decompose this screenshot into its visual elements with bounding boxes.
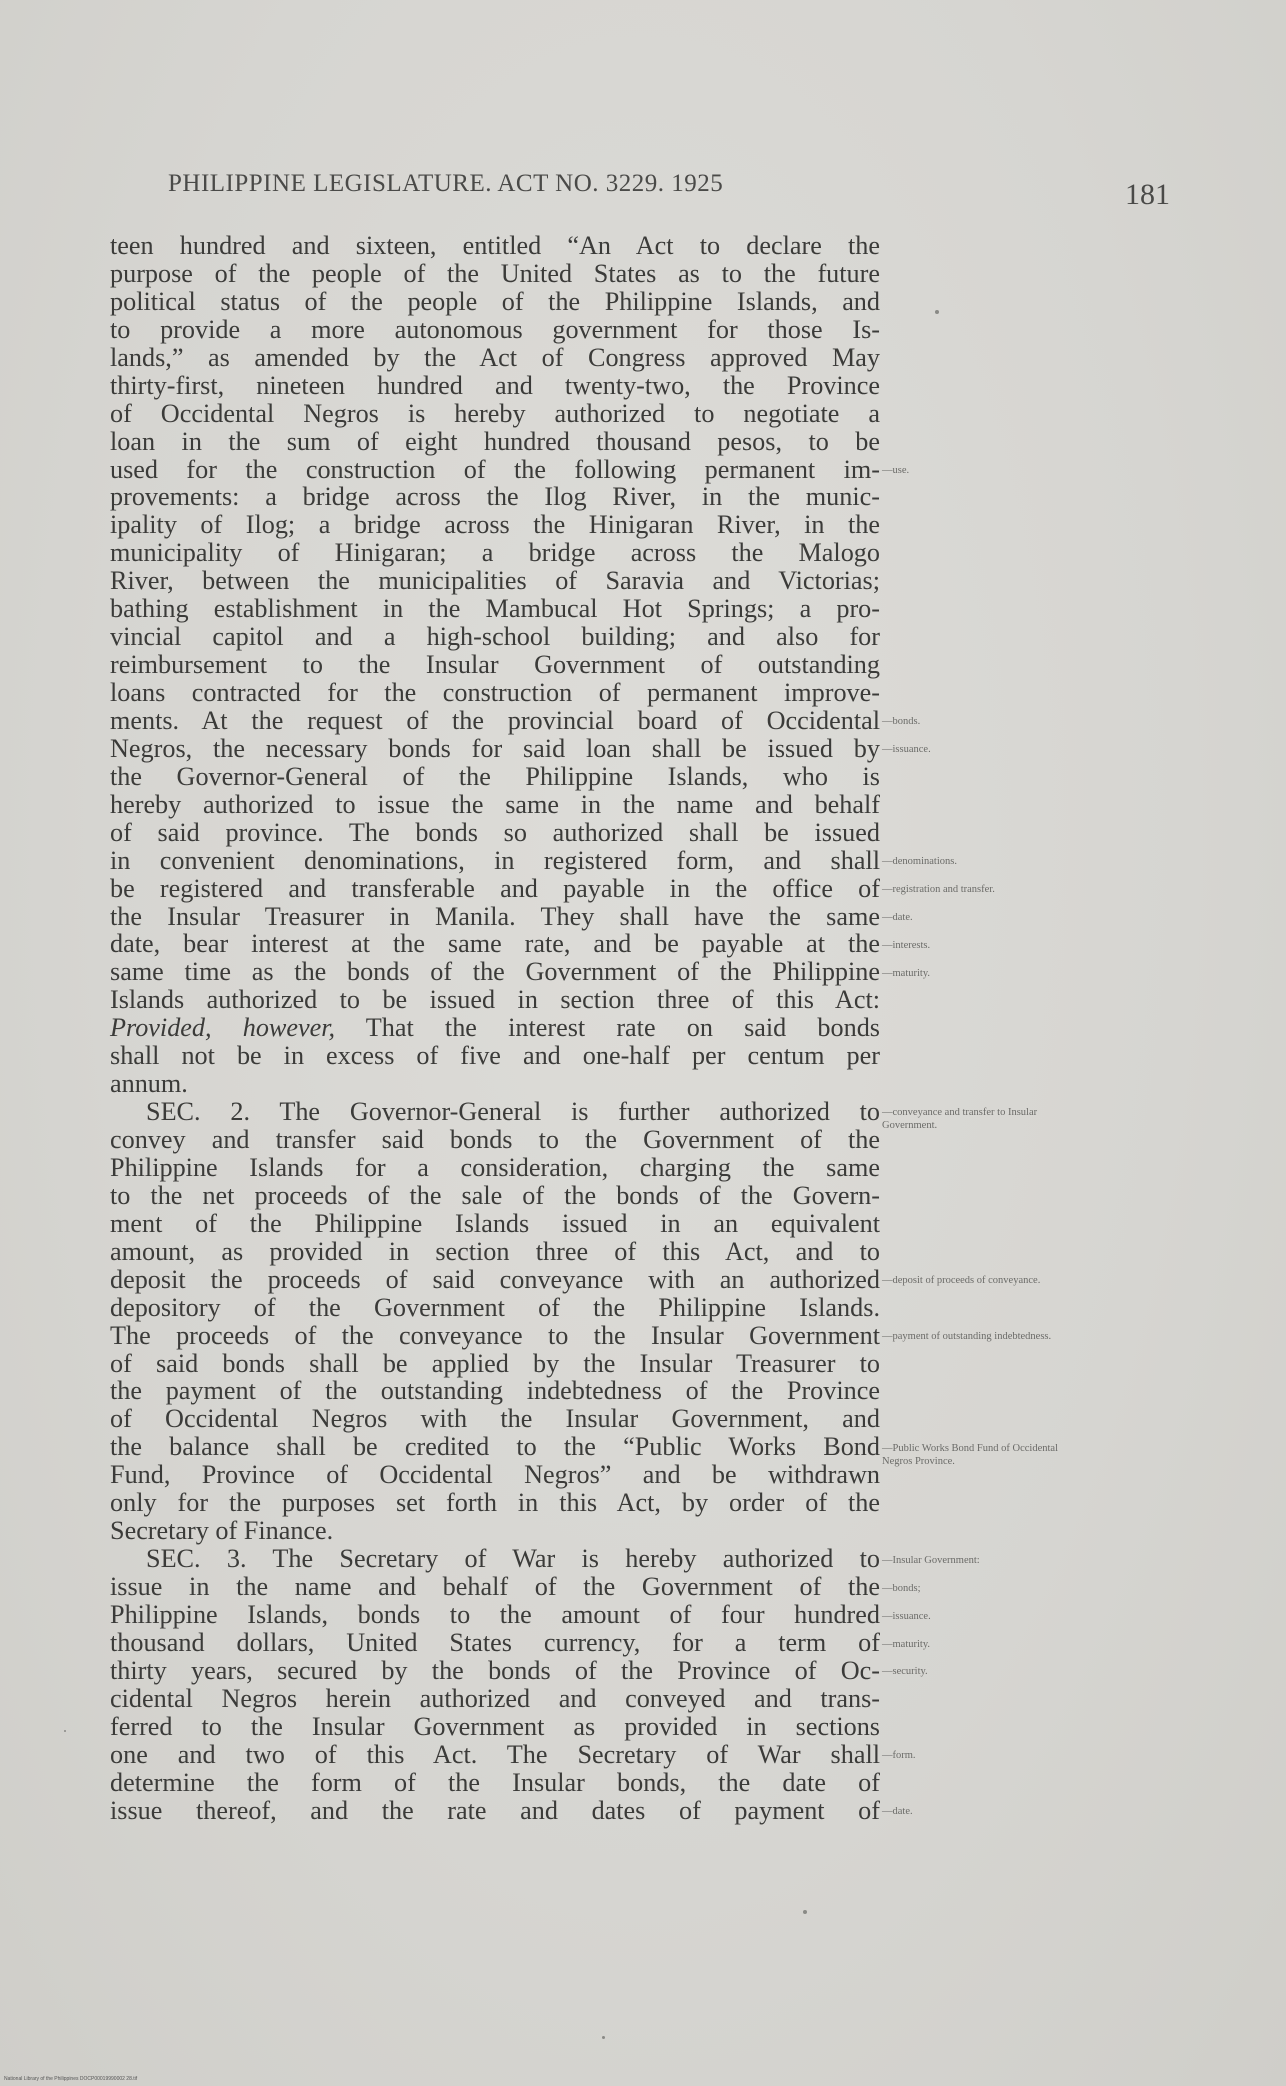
margin-note: —bonds;	[882, 1582, 921, 1594]
text-line: annum.	[110, 1069, 188, 1099]
text-line: one and two of this Act. The Secretary of War shall	[110, 1739, 880, 1769]
text-line: vincial capitol and a high-school building; and also for	[110, 622, 880, 652]
text-line: determine the form of the Insular bonds, the date of	[110, 1767, 880, 1797]
text-line: deposit the proceeds of said conveyance with an authorized	[110, 1264, 880, 1294]
margin-note: —date.	[882, 911, 913, 923]
text-line: loan in the sum of eight hundred thousand pesos, to be	[110, 426, 880, 456]
page-number: 181	[1125, 178, 1170, 211]
text-line: thirty-first, nineteen hundred and twenty-two, the Province	[110, 370, 880, 400]
paper-speck	[935, 310, 939, 314]
margin-note: —date.	[882, 1806, 913, 1818]
text-line: of Occidental Negros with the Insular Government, and	[110, 1404, 880, 1434]
text-line: hereby authorized to issue the same in the name and behalf	[110, 789, 880, 819]
paper-speck	[803, 1910, 807, 1914]
margin-note: —payment of outstanding indebtedness.	[882, 1331, 1052, 1343]
text-line: Philippine Islands for a consideration, charging the same	[110, 1152, 880, 1182]
text-line: bathing establishment in the Mambucal Hot Springs; a pro-	[110, 594, 880, 624]
text-line: reimbursement to the Insular Government of outstanding	[110, 650, 880, 680]
text-line: issue thereof, and the rate and dates of payment of	[110, 1795, 880, 1825]
text-line: of said province. The bonds so authorized shall be issued	[110, 817, 880, 847]
margin-note: —Insular Government:	[882, 1554, 980, 1566]
text-line: convey and transfer said bonds to the Government of the	[110, 1125, 880, 1154]
margin-note: —denominations.	[882, 855, 957, 867]
margin-note: —issuance.	[882, 1610, 931, 1622]
text-line: of said bonds shall be applied by the Insular Treasurer to	[110, 1348, 880, 1378]
text-line: Provided, however, That the interest rate on said bonds	[110, 1013, 880, 1043]
body-text	[110, 232, 880, 1824]
text-line: amount, as provided in section three of this Act, and to	[110, 1236, 880, 1266]
running-header: PHILIPPINE LEGISLATURE. ACT NO. 3229. 1925	[168, 170, 724, 197]
text-line: the Insular Treasurer in Manila. They shall have the same	[110, 901, 880, 931]
text-line: used for the construction of the following permanent im-	[110, 454, 880, 484]
margin-note: —deposit of proceeds of conveyance.	[882, 1275, 1041, 1287]
text-line: ment of the Philippine Islands issued in an equivalent	[110, 1208, 880, 1238]
margin-note: —maturity.	[882, 967, 931, 979]
margin-note: —maturity.	[882, 1638, 931, 1650]
text-line: ferred to the Insular Government as provided in sections	[110, 1711, 880, 1741]
text-line: of Occidental Negros is hereby authorized to negotiate a	[110, 398, 880, 428]
margin-note: —security.	[882, 1666, 928, 1678]
text-line: cidental Negros herein authorized and conveyed and trans-	[110, 1683, 880, 1713]
scan-source-note: National Library of the Philippines DOCP00019990002 28.tif	[4, 2076, 138, 2082]
text-line: Negros, the necessary bonds for said loan shall be issued by	[110, 733, 880, 763]
text-line: ipality of Ilog; a bridge across the Hinigaran River, in the	[110, 510, 880, 540]
text-line: political status of the people of the Philippine Islands, and	[110, 286, 880, 316]
text-line: depository of the Government of the Philippine Islands.	[110, 1292, 880, 1322]
margin-note: —bonds.	[882, 716, 921, 728]
margin-note: —issuance.	[882, 744, 931, 756]
paper-speck	[64, 1730, 66, 1732]
margin-note: —use.	[882, 464, 910, 476]
text-line: teen hundred and sixteen, entitled “An Act to declare the	[110, 231, 880, 260]
margin-note: —interests.	[882, 939, 931, 951]
text-line: in convenient denominations, in registered form, and shall	[110, 845, 880, 875]
margin-note: —registration and transfer.	[882, 883, 995, 895]
text-line: shall not be in excess of five and one-half per centum per	[110, 1041, 880, 1071]
margin-note: —conveyance and transfer to Insular Government.	[882, 1107, 1038, 1132]
text-line: the balance shall be credited to the “Public Works Bond	[110, 1432, 880, 1462]
margin-note: —Public Works Bond Fund of Occidental Negros Province.	[882, 1442, 1058, 1467]
text-line: thousand dollars, United States currency, for a term of	[110, 1627, 880, 1657]
text-line: SEC. 3. The Secretary of War is hereby authorized to	[146, 1544, 880, 1574]
text-line: Islands authorized to be issued in section three of this Act:	[110, 985, 880, 1015]
text-line: issue in the name and behalf of the Government of the	[110, 1572, 880, 1601]
text-line: Philippine Islands, bonds to the amount of four hundred	[110, 1599, 880, 1629]
text-line: SEC. 2. The Governor-General is further authorized to	[146, 1097, 880, 1127]
text-line: only for the purposes set forth in this Act, by order of the	[110, 1488, 880, 1518]
text-line: to the net proceeds of the sale of the bonds of the Govern-	[110, 1180, 880, 1210]
text-line: loans contracted for the construction of permanent improve-	[110, 678, 880, 707]
text-line: same time as the bonds of the Government of the Philippine	[110, 957, 880, 987]
text-line: the payment of the outstanding indebtedness of the Province	[110, 1376, 880, 1406]
margin-note: —form.	[882, 1750, 916, 1762]
text-line: the Governor-General of the Philippine Islands, who is	[110, 761, 880, 791]
text-line: The proceeds of the conveyance to the Insular Government	[110, 1320, 880, 1350]
text-line: purpose of the people of the United States as to the future	[110, 258, 880, 288]
text-line: lands,” as amended by the Act of Congress approved May	[110, 342, 880, 372]
text-line: municipality of Hinigaran; a bridge across the Malogo	[110, 538, 880, 568]
text-line: provements: a bridge across the Ilog River, in the munic-	[110, 482, 880, 512]
text-line: Fund, Province of Occidental Negros” and be withdrawn	[110, 1460, 880, 1490]
paper-speck	[602, 2036, 605, 2039]
text-line: River, between the municipalities of Saravia and Victorias;	[110, 566, 880, 596]
text-line: be registered and transferable and payable in the office of	[110, 873, 880, 903]
text-line: thirty years, secured by the bonds of the Province of Oc-	[110, 1655, 880, 1685]
text-line: Secretary of Finance.	[110, 1516, 334, 1546]
text-line: ments. At the request of the provincial board of Occidental	[110, 705, 880, 735]
text-line: date, bear interest at the same rate, and be payable at the	[110, 929, 880, 959]
text-line: to provide a more autonomous government for those Is-	[110, 314, 880, 344]
